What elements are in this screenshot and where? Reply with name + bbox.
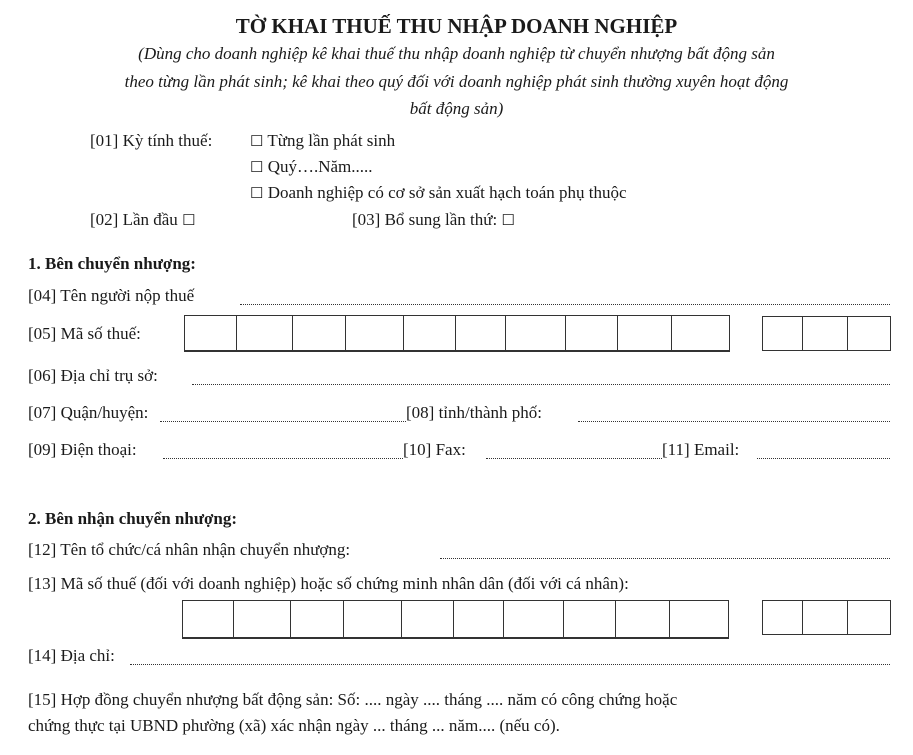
recipient-id-main-boxes[interactable] — [182, 600, 729, 639]
digit-box[interactable] — [669, 601, 729, 637]
digit-box[interactable] — [503, 601, 563, 637]
digit-box[interactable] — [184, 316, 236, 350]
digit-box[interactable] — [565, 316, 617, 350]
field-05-label: [05] Mã số thuế: — [28, 324, 141, 343]
field-09-label: [09] Điện thoại: — [28, 440, 137, 459]
digit-box[interactable] — [802, 317, 847, 350]
section-2-heading: 2. Bên nhận chuyển nhượng: — [28, 509, 238, 528]
field-11-label: [11] Email: — [662, 440, 740, 459]
digit-box[interactable] — [505, 316, 565, 350]
digit-box[interactable] — [343, 601, 401, 637]
tax-code-branch-boxes[interactable] — [762, 316, 891, 351]
field-04-label: [04] Tên người nộp thuế — [28, 286, 195, 305]
field-09-input-line[interactable] — [163, 458, 403, 459]
supplement-filing[interactable] — [352, 210, 515, 230]
form-subtitle-line-1: (Dùng cho doanh nghiệp kê khai thuế thu nhập doanh nghiệp từ chuyển nhượng bất động sản — [138, 44, 775, 63]
checkbox-icon[interactable]: ☐ — [182, 213, 196, 229]
checkbox-icon[interactable]: ☐ — [250, 186, 264, 202]
section-1-heading: 1. Bên chuyển nhượng: — [28, 254, 196, 273]
digit-box[interactable] — [401, 601, 453, 637]
digit-box[interactable] — [292, 316, 345, 350]
tax-period-label: [01] Kỳ tính thuế: — [90, 131, 213, 150]
digit-box[interactable] — [236, 316, 292, 350]
form-subtitle-line-3: bất động sản) — [409, 99, 504, 118]
digit-box[interactable] — [182, 601, 233, 637]
field-08-input-line[interactable] — [578, 421, 890, 422]
digit-box[interactable] — [290, 601, 343, 637]
digit-box[interactable] — [617, 316, 671, 350]
field-06-label: [06] Địa chỉ trụ sở: — [28, 366, 158, 385]
field-12-input-line[interactable] — [440, 558, 890, 559]
tax-period-option-quarter-year[interactable] — [250, 157, 373, 177]
field-14-input-line[interactable] — [130, 664, 890, 665]
field-10-input-line[interactable] — [486, 458, 662, 459]
checkbox-icon[interactable]: ☐ — [501, 213, 515, 229]
digit-box[interactable] — [453, 601, 503, 637]
tax-code-main-boxes[interactable] — [184, 315, 730, 352]
field-11-input-line[interactable] — [757, 458, 890, 459]
form-subtitle-line-2: theo từng lần phát sinh; kê khai theo quý đối với doanh nghiệp phát sinh thường xuyên hoạt động — [124, 72, 789, 91]
digit-box[interactable] — [233, 601, 290, 637]
field-15-line-1: [15] Hợp đồng chuyển nhượng bất động sản: Số: .... ngày .... tháng .... năm có công chứng hoặc — [28, 690, 678, 709]
digit-box[interactable] — [455, 316, 505, 350]
digit-box[interactable] — [847, 317, 891, 350]
field-04-input-line[interactable] — [240, 304, 890, 305]
digit-box[interactable] — [762, 601, 802, 634]
field-07-label: [07] Quận/huyện: — [28, 403, 149, 422]
field-08-label: [08] tỉnh/thành phố: — [406, 403, 542, 422]
form-title: TỜ KHAI THUẾ THU NHẬP DOANH NGHIỆP — [235, 14, 678, 38]
digit-box[interactable] — [615, 601, 669, 637]
tax-period-option-dependent-unit[interactable] — [250, 183, 627, 203]
field-14-label: [14] Địa chỉ: — [28, 646, 115, 665]
field-13-label: [13] Mã số thuế (đối với doanh nghiệp) hoặc số chứng minh nhân dân (đối với cá nhân): — [28, 574, 629, 593]
first-time-label: [02] Lần đầu — [90, 210, 178, 229]
digit-box[interactable] — [762, 317, 802, 350]
digit-box[interactable] — [802, 601, 847, 634]
digit-box[interactable] — [563, 601, 615, 637]
digit-box[interactable] — [403, 316, 455, 350]
field-06-input-line[interactable] — [192, 384, 890, 385]
option-label: Từng lần phát sinh — [267, 131, 396, 150]
field-12-label: [12] Tên tổ chức/cá nhân nhận chuyển nhượng: — [28, 540, 351, 559]
checkbox-icon[interactable]: ☐ — [250, 134, 264, 150]
digit-box[interactable] — [847, 601, 891, 634]
field-15-line-2: chứng thực tại UBND phường (xã) xác nhận ngày ... tháng ... năm.... (nếu có). — [28, 716, 560, 735]
option-label: Doanh nghiệp có cơ sở sản xuất hạch toán phụ thuộc — [267, 183, 627, 202]
digit-box[interactable] — [345, 316, 403, 350]
recipient-id-branch-boxes[interactable] — [762, 600, 891, 635]
supplement-label: [03] Bổ sung lần thứ: — [352, 210, 498, 229]
first-time-filing[interactable] — [90, 210, 196, 230]
field-10-label: [10] Fax: — [403, 440, 466, 459]
checkbox-icon[interactable]: ☐ — [250, 160, 264, 176]
option-label: Quý….Năm..... — [267, 157, 373, 176]
digit-box[interactable] — [671, 316, 730, 350]
tax-period-option-each-time[interactable] — [250, 131, 395, 151]
field-07-input-line[interactable] — [160, 421, 406, 422]
